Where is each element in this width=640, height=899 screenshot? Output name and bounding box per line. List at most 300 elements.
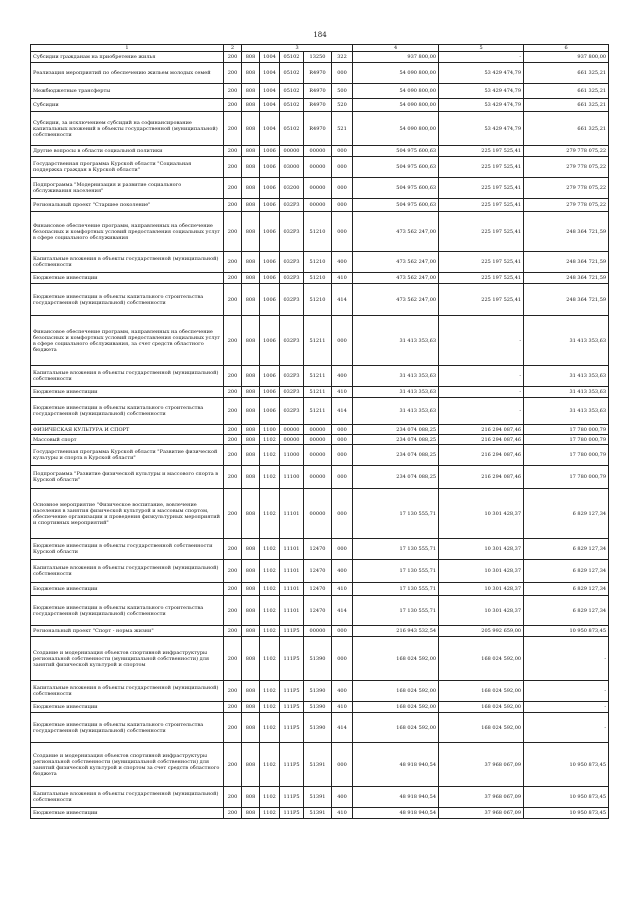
amount-cell: 225 197 525,41 — [439, 157, 524, 178]
amount-cell: 168 024 592,00 — [439, 681, 524, 702]
amount-cell: 168 024 592,00 — [439, 637, 524, 681]
code-cell: 1006 — [260, 212, 280, 252]
code-cell: 51390 — [304, 702, 332, 713]
code-cell: 808 — [242, 713, 260, 743]
row-name-cell: Капитальные вложения в объекты государственной (муниципальной) собственности — [31, 787, 224, 808]
code-cell: 410 — [332, 273, 353, 284]
code-cell: 400 — [332, 560, 353, 583]
amount-cell: 504 975 600,63 — [353, 146, 439, 157]
code-cell: 200 — [224, 252, 242, 273]
amount-cell: - — [524, 681, 609, 702]
code-cell: 032P3 — [280, 199, 304, 212]
code-cell: 500 — [332, 84, 353, 99]
amount-cell: - — [524, 702, 609, 713]
code-cell: 400 — [332, 681, 353, 702]
code-cell: 200 — [224, 366, 242, 387]
amount-cell: 31 413 353,63 — [353, 316, 439, 366]
code-cell: 200 — [224, 316, 242, 366]
code-cell: 200 — [224, 596, 242, 626]
code-cell: 03200 — [280, 178, 304, 199]
code-cell: 1102 — [260, 583, 280, 596]
code-cell: 1006 — [260, 273, 280, 284]
code-cell: 1004 — [260, 52, 280, 63]
row-name-cell: Субсидии, за исключением субсидий на софинансирование капитальных вложений в объекты государственной (муниципальной) собственности — [31, 112, 224, 146]
code-cell: 808 — [242, 398, 260, 425]
code-cell: 200 — [224, 489, 242, 539]
code-cell: 200 — [224, 52, 242, 63]
row-name-cell: Создание и модернизация объектов спортивной инфраструктуры региональной собственности (муниципальной собственности) для занятий физической культурой и спортом — [31, 637, 224, 681]
code-cell: 51390 — [304, 637, 332, 681]
code-cell: 111P5 — [280, 702, 304, 713]
amount-cell: 168 024 592,00 — [439, 702, 524, 713]
amount-cell: - — [439, 52, 524, 63]
amount-cell: 504 975 600,63 — [353, 157, 439, 178]
code-cell: 000 — [332, 435, 353, 445]
amount-cell: 168 024 592,00 — [353, 702, 439, 713]
code-cell: 032P3 — [280, 387, 304, 398]
code-cell: 1006 — [260, 387, 280, 398]
code-cell: 200 — [224, 681, 242, 702]
code-cell: 1006 — [260, 252, 280, 273]
code-cell: 808 — [242, 99, 260, 112]
table-row — [31, 713, 609, 743]
code-cell: 808 — [242, 808, 260, 819]
code-cell: 00000 — [304, 425, 332, 435]
code-cell: 000 — [332, 212, 353, 252]
amount-cell: 473 562 247,00 — [353, 284, 439, 316]
table-row — [31, 387, 609, 398]
code-cell: 11100 — [280, 466, 304, 489]
code-cell: 200 — [224, 466, 242, 489]
code-cell: 200 — [224, 445, 242, 466]
code-cell: 200 — [224, 99, 242, 112]
code-cell: 111P5 — [280, 743, 304, 787]
code-cell: 200 — [224, 560, 242, 583]
amount-cell: 279 778 075,22 — [524, 178, 609, 199]
code-cell: 200 — [224, 637, 242, 681]
row-name-cell: Бюджетные инвестиции в объекты капитального строительства государственной (муниципальной) собственности — [31, 398, 224, 425]
amount-cell: 504 975 600,63 — [353, 199, 439, 212]
code-cell: 12470 — [304, 596, 332, 626]
code-cell: 414 — [332, 284, 353, 316]
table-row — [31, 435, 609, 445]
amount-cell: 661 325,21 — [524, 63, 609, 84]
code-cell: 000 — [332, 199, 353, 212]
row-name-cell: Субсидии гражданам на приобретение жилья — [31, 52, 224, 63]
code-cell: 808 — [242, 539, 260, 560]
table-row — [31, 63, 609, 84]
table-row — [31, 157, 609, 178]
code-cell: 200 — [224, 626, 242, 637]
code-cell: 808 — [242, 284, 260, 316]
amount-cell: 216 294 087,46 — [439, 466, 524, 489]
code-cell: 51211 — [304, 316, 332, 366]
amount-cell: 473 562 247,00 — [353, 212, 439, 252]
code-cell: 1102 — [260, 489, 280, 539]
amount-cell: 53 429 474,79 — [439, 84, 524, 99]
code-cell: 808 — [242, 425, 260, 435]
amount-cell: 48 918 940,54 — [353, 743, 439, 787]
row-name-cell: Капитальные вложения в объекты государственной (муниципальной) собственности — [31, 252, 224, 273]
code-cell: 51210 — [304, 252, 332, 273]
code-cell: 808 — [242, 387, 260, 398]
amount-cell: 48 918 940,54 — [353, 808, 439, 819]
table-row — [31, 366, 609, 387]
table-row — [31, 398, 609, 425]
code-cell: 00000 — [304, 626, 332, 637]
code-cell: 11101 — [280, 489, 304, 539]
amount-cell: 225 197 525,41 — [439, 273, 524, 284]
code-cell: 521 — [332, 112, 353, 146]
code-cell: 200 — [224, 146, 242, 157]
code-cell: 00000 — [304, 178, 332, 199]
code-cell: 12470 — [304, 560, 332, 583]
code-cell: 032P3 — [280, 273, 304, 284]
code-cell: 200 — [224, 84, 242, 99]
table-row — [31, 626, 609, 637]
code-cell: 111P5 — [280, 637, 304, 681]
code-cell: 51210 — [304, 284, 332, 316]
code-cell: 51391 — [304, 787, 332, 808]
code-cell: 808 — [242, 743, 260, 787]
amount-cell: 661 325,21 — [524, 99, 609, 112]
amount-cell: 17 130 555,71 — [353, 539, 439, 560]
amount-cell: 10 301 428,37 — [439, 489, 524, 539]
code-cell: 200 — [224, 112, 242, 146]
amount-cell: 54 090 800,00 — [353, 112, 439, 146]
code-cell: 00000 — [304, 466, 332, 489]
code-cell: 410 — [332, 808, 353, 819]
code-cell: 05102 — [280, 63, 304, 84]
code-cell: 200 — [224, 702, 242, 713]
header-cell: 6 — [524, 45, 609, 52]
table-row — [31, 539, 609, 560]
amount-cell: 234 074 088,25 — [353, 445, 439, 466]
amount-cell: 53 429 474,79 — [439, 99, 524, 112]
amount-cell: 234 074 088,25 — [353, 435, 439, 445]
row-name-cell: Межбюджетные трансферты — [31, 84, 224, 99]
table-row — [31, 560, 609, 583]
amount-cell: 216 294 087,46 — [439, 435, 524, 445]
amount-cell: 31 413 353,63 — [524, 398, 609, 425]
code-cell: 00000 — [304, 445, 332, 466]
code-cell: 11101 — [280, 596, 304, 626]
code-cell: 200 — [224, 398, 242, 425]
code-cell: 11101 — [280, 560, 304, 583]
amount-cell: 31 413 353,63 — [524, 366, 609, 387]
row-name-cell: Бюджетные инвестиции в объекты капитального строительства государственной (муниципальной) собственности — [31, 713, 224, 743]
amount-cell: 248 364 721,59 — [524, 284, 609, 316]
amount-cell: 661 325,21 — [524, 112, 609, 146]
row-name-cell: Государственная программа Курской области "Развитие физической культуры и спорта в Курской области" — [31, 445, 224, 466]
code-cell: R4970 — [304, 112, 332, 146]
code-cell: 1102 — [260, 445, 280, 466]
code-cell: 12470 — [304, 583, 332, 596]
code-cell: 1006 — [260, 146, 280, 157]
code-cell: 1102 — [260, 808, 280, 819]
code-cell: 51211 — [304, 366, 332, 387]
amount-cell: 17 130 555,71 — [353, 596, 439, 626]
code-cell: 200 — [224, 273, 242, 284]
code-cell: 000 — [332, 489, 353, 539]
row-name-cell: Региональный проект "Старшее поколение" — [31, 199, 224, 212]
row-name-cell: Бюджетные инвестиции — [31, 583, 224, 596]
amount-cell: 37 968 067,09 — [439, 743, 524, 787]
table-row — [31, 681, 609, 702]
amount-cell: 10 301 428,37 — [439, 560, 524, 583]
amount-cell: 937 800,00 — [524, 52, 609, 63]
amount-cell: - — [524, 637, 609, 681]
code-cell: 032P3 — [280, 398, 304, 425]
header-cell: 5 — [439, 45, 524, 52]
amount-cell: 6 829 127,34 — [524, 539, 609, 560]
row-name-cell: Другие вопросы в области социальной политики — [31, 146, 224, 157]
amount-cell: 168 024 592,00 — [353, 681, 439, 702]
code-cell: 00000 — [304, 146, 332, 157]
code-cell: 05102 — [280, 112, 304, 146]
code-cell: 322 — [332, 52, 353, 63]
row-name-cell: Региональный проект "Спорт - норма жизни" — [31, 626, 224, 637]
code-cell: 400 — [332, 366, 353, 387]
code-cell: 200 — [224, 713, 242, 743]
amount-cell: 31 413 353,63 — [524, 316, 609, 366]
code-cell: 51391 — [304, 808, 332, 819]
amount-cell: 6 829 127,34 — [524, 596, 609, 626]
code-cell: 200 — [224, 583, 242, 596]
code-cell: 808 — [242, 626, 260, 637]
row-name-cell: Бюджетные инвестиции — [31, 808, 224, 819]
amount-cell: 225 197 525,41 — [439, 284, 524, 316]
code-cell: 51211 — [304, 387, 332, 398]
code-cell: 520 — [332, 99, 353, 112]
code-cell: 05102 — [280, 52, 304, 63]
code-cell: 1006 — [260, 284, 280, 316]
amount-cell: 10 301 428,37 — [439, 539, 524, 560]
header-cell: 3 — [242, 45, 353, 52]
code-cell: 1004 — [260, 84, 280, 99]
code-cell: 1102 — [260, 435, 280, 445]
code-cell: 1004 — [260, 112, 280, 146]
code-cell: 410 — [332, 702, 353, 713]
table-row — [31, 445, 609, 466]
table-row — [31, 702, 609, 713]
amount-cell: 54 090 800,00 — [353, 99, 439, 112]
code-cell: 1102 — [260, 637, 280, 681]
code-cell: 000 — [332, 157, 353, 178]
amount-cell: 53 429 474,79 — [439, 63, 524, 84]
code-cell: 00000 — [280, 435, 304, 445]
row-name-cell: Бюджетные инвестиции — [31, 273, 224, 284]
code-cell: 200 — [224, 157, 242, 178]
header-row — [31, 45, 609, 52]
table-row — [31, 284, 609, 316]
amount-cell: 17 130 555,71 — [353, 583, 439, 596]
amount-cell: 54 090 800,00 — [353, 84, 439, 99]
code-cell: 808 — [242, 445, 260, 466]
code-cell: 808 — [242, 84, 260, 99]
code-cell: 808 — [242, 596, 260, 626]
code-cell: 400 — [332, 252, 353, 273]
code-cell: 808 — [242, 637, 260, 681]
code-cell: 808 — [242, 157, 260, 178]
code-cell: 51390 — [304, 713, 332, 743]
amount-cell: 54 090 800,00 — [353, 63, 439, 84]
amount-cell: 31 413 353,63 — [353, 387, 439, 398]
code-cell: R4970 — [304, 84, 332, 99]
amount-cell: 10 950 873,45 — [524, 808, 609, 819]
code-cell: 05102 — [280, 99, 304, 112]
code-cell: 111P5 — [280, 626, 304, 637]
table-row — [31, 252, 609, 273]
code-cell: 1102 — [260, 702, 280, 713]
code-cell: 200 — [224, 63, 242, 84]
amount-cell: 279 778 075,22 — [524, 146, 609, 157]
code-cell: 111P5 — [280, 787, 304, 808]
amount-cell: 234 074 088,25 — [353, 425, 439, 435]
amount-cell: 225 197 525,41 — [439, 212, 524, 252]
amount-cell: 248 364 721,59 — [524, 212, 609, 252]
amount-cell: 10 301 428,37 — [439, 583, 524, 596]
row-name-cell: Бюджетные инвестиции в объекты капитального строительства государственной (муниципальной) собственности — [31, 596, 224, 626]
amount-cell: 48 918 940,54 — [353, 787, 439, 808]
amount-cell: 31 413 353,63 — [524, 387, 609, 398]
table-row — [31, 84, 609, 99]
row-name-cell: Бюджетные инвестиции в объекты государственной собственности Курской области — [31, 539, 224, 560]
table-row — [31, 112, 609, 146]
code-cell: 400 — [332, 787, 353, 808]
amount-cell: 168 024 592,00 — [353, 637, 439, 681]
table-row — [31, 466, 609, 489]
amount-cell: - — [439, 316, 524, 366]
amount-cell: 216 294 087,46 — [439, 445, 524, 466]
amount-cell: 225 197 525,41 — [439, 178, 524, 199]
code-cell: 808 — [242, 366, 260, 387]
amount-cell: 17 780 000,79 — [524, 445, 609, 466]
row-name-cell: Капитальные вложения в объекты государственной (муниципальной) собственности — [31, 560, 224, 583]
code-cell: 1006 — [260, 199, 280, 212]
table-row — [31, 99, 609, 112]
code-cell: 000 — [332, 425, 353, 435]
amount-cell: 168 024 592,00 — [353, 713, 439, 743]
row-name-cell: Подпрограмма "Развитие физической культуры и массового спорта в Курской области" — [31, 466, 224, 489]
amount-cell: 661 325,21 — [524, 84, 609, 99]
table-row — [31, 146, 609, 157]
code-cell: 1006 — [260, 398, 280, 425]
amount-cell: 10 950 873,45 — [524, 743, 609, 787]
row-name-cell: Создание и модернизация объектов спортивной инфраструктуры региональной собственности (муниципальной собственности) для занятий физической культурой и спортом за счет средств областного бюджета — [31, 743, 224, 787]
code-cell: 000 — [332, 63, 353, 84]
code-cell: 200 — [224, 435, 242, 445]
code-cell: 808 — [242, 199, 260, 212]
row-name-cell: Бюджетные инвестиции в объекты капитального строительства государственной (муниципальной) собственности — [31, 284, 224, 316]
amount-cell: - — [439, 366, 524, 387]
table-row — [31, 273, 609, 284]
code-cell: 51211 — [304, 398, 332, 425]
code-cell: 1006 — [260, 316, 280, 366]
code-cell: 51391 — [304, 743, 332, 787]
amount-cell: 473 562 247,00 — [353, 273, 439, 284]
amount-cell: 17 780 000,79 — [524, 425, 609, 435]
table-row — [31, 316, 609, 366]
code-cell: 1102 — [260, 466, 280, 489]
amount-cell: 6 829 127,34 — [524, 583, 609, 596]
header-cell: 4 — [353, 45, 439, 52]
amount-cell: 473 562 247,00 — [353, 252, 439, 273]
amount-cell: 225 197 525,41 — [439, 146, 524, 157]
amount-cell: 17 780 000,79 — [524, 466, 609, 489]
amount-cell: 10 301 428,37 — [439, 596, 524, 626]
amount-cell: 168 024 592,00 — [439, 713, 524, 743]
code-cell: 200 — [224, 808, 242, 819]
code-cell: 111P5 — [280, 713, 304, 743]
code-cell: 808 — [242, 63, 260, 84]
row-name-cell: Массовый спорт — [31, 435, 224, 445]
amount-cell: 248 364 721,59 — [524, 273, 609, 284]
code-cell: 808 — [242, 178, 260, 199]
code-cell: 808 — [242, 316, 260, 366]
code-cell: 032P3 — [280, 252, 304, 273]
table-row — [31, 425, 609, 435]
code-cell: 03000 — [280, 157, 304, 178]
code-cell: 111P5 — [280, 808, 304, 819]
code-cell: 808 — [242, 112, 260, 146]
table-row — [31, 178, 609, 199]
code-cell: 1102 — [260, 743, 280, 787]
code-cell: 032P3 — [280, 316, 304, 366]
code-cell: 000 — [332, 316, 353, 366]
code-cell: 808 — [242, 212, 260, 252]
code-cell: 200 — [224, 743, 242, 787]
code-cell: 51390 — [304, 681, 332, 702]
amount-cell: 248 364 721,59 — [524, 252, 609, 273]
code-cell: 51210 — [304, 212, 332, 252]
amount-cell: 31 413 353,63 — [353, 398, 439, 425]
code-cell: 000 — [332, 539, 353, 560]
code-cell: 000 — [332, 637, 353, 681]
header-cell: 1 — [31, 45, 224, 52]
code-cell: 1102 — [260, 681, 280, 702]
code-cell: 05102 — [280, 84, 304, 99]
code-cell: 1102 — [260, 560, 280, 583]
code-cell: 00000 — [304, 199, 332, 212]
code-cell: R4970 — [304, 99, 332, 112]
amount-cell: 17 130 555,71 — [353, 489, 439, 539]
table-row — [31, 596, 609, 626]
table-row — [31, 489, 609, 539]
code-cell: 1102 — [260, 539, 280, 560]
code-cell: 808 — [242, 787, 260, 808]
code-cell: 111P5 — [280, 681, 304, 702]
row-name-cell: Государственная программа Курской области "Социальная поддержка граждан в Курской области" — [31, 157, 224, 178]
row-name-cell: Капитальные вложения в объекты государственной (муниципальной) собственности — [31, 366, 224, 387]
table-row — [31, 787, 609, 808]
code-cell: 200 — [224, 178, 242, 199]
row-name-cell: Бюджетные инвестиции — [31, 387, 224, 398]
header-cell: 2 — [224, 45, 242, 52]
row-name-cell: Капитальные вложения в объекты государственной (муниципальной) собственности — [31, 681, 224, 702]
code-cell: 1004 — [260, 63, 280, 84]
code-cell: 410 — [332, 387, 353, 398]
code-cell: 200 — [224, 387, 242, 398]
amount-cell: 504 975 600,63 — [353, 178, 439, 199]
code-cell: 000 — [332, 626, 353, 637]
code-cell: 1006 — [260, 366, 280, 387]
code-cell: 808 — [242, 681, 260, 702]
code-cell: 1102 — [260, 596, 280, 626]
amount-cell: 225 197 525,41 — [439, 199, 524, 212]
code-cell: 00000 — [280, 425, 304, 435]
code-cell: 414 — [332, 596, 353, 626]
